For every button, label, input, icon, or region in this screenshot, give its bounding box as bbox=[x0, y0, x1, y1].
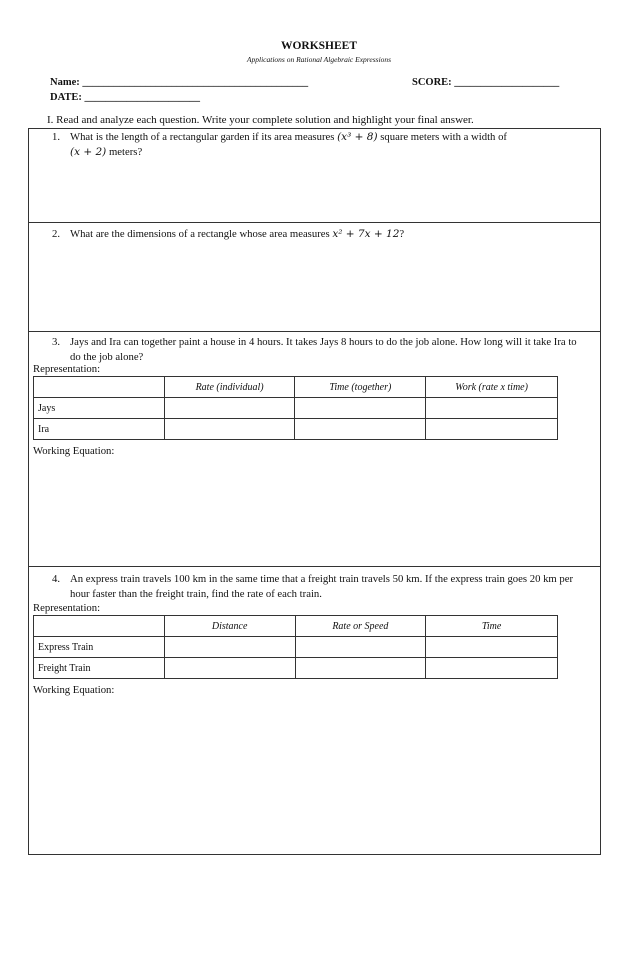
table-header-cell: Time (together) bbox=[295, 377, 426, 398]
question-1 bbox=[52, 130, 592, 162]
divider bbox=[28, 331, 601, 332]
table-cell[interactable] bbox=[164, 419, 295, 440]
question-2 bbox=[52, 227, 592, 244]
table-header-row bbox=[34, 377, 558, 398]
working-equation-label: Working Equation: bbox=[33, 445, 115, 457]
instructions: I. Read and analyze each question. Write your complete solution and highlight your final answer. bbox=[47, 114, 474, 126]
math-expression: (x³ + 8) bbox=[337, 131, 378, 143]
table-row bbox=[34, 658, 558, 679]
table-row bbox=[34, 398, 558, 419]
date-field[interactable]: DATE: ______________________ bbox=[50, 92, 201, 103]
worksheet-subtitle: Applications on Rational Algebraic Expressions bbox=[246, 55, 392, 64]
table-cell[interactable] bbox=[426, 658, 558, 679]
representation-label: Representation: bbox=[33, 363, 101, 375]
score-field[interactable]: SCORE: ____________________ bbox=[412, 77, 560, 88]
table-header-cell bbox=[34, 377, 165, 398]
representation-table bbox=[33, 615, 558, 679]
table-row bbox=[34, 419, 558, 440]
question-text: What are the dimensions of a rectangle whose area measures bbox=[70, 228, 333, 240]
table-header-cell: Rate (individual) bbox=[164, 377, 295, 398]
row-label: Jays bbox=[34, 398, 165, 419]
math-expression: x² + 7x + 12 bbox=[332, 228, 400, 240]
question-number: 3. bbox=[52, 336, 61, 348]
table-cell[interactable] bbox=[426, 398, 558, 419]
table-header-cell: Work (rate x time) bbox=[426, 377, 558, 398]
question-3 bbox=[52, 335, 592, 367]
table-header-row bbox=[34, 616, 558, 637]
divider bbox=[28, 222, 601, 223]
question-text: square meters with a width of bbox=[377, 131, 507, 143]
representation-table bbox=[33, 376, 558, 440]
table-cell[interactable] bbox=[295, 658, 426, 679]
row-label: Ira bbox=[34, 419, 165, 440]
question-number: 1. bbox=[52, 131, 61, 143]
working-equation-label: Working Equation: bbox=[33, 684, 115, 696]
math-expression: (x + 2) bbox=[70, 146, 107, 158]
table-cell[interactable] bbox=[426, 637, 558, 658]
question-text: An express train travels 100 km in the same time that a freight train travels 50 km. If the express train goes 20 km per hour faster than the freight train, find the rate of each train. bbox=[70, 573, 574, 600]
table-header-cell: Rate or Speed bbox=[295, 616, 426, 637]
question-number: 4. bbox=[52, 573, 61, 585]
table-cell[interactable] bbox=[295, 398, 426, 419]
table-cell[interactable] bbox=[295, 637, 426, 658]
question-number: 2. bbox=[52, 228, 61, 240]
question-text: meters? bbox=[106, 146, 143, 158]
table-header-cell: Distance bbox=[164, 616, 295, 637]
question-text: ? bbox=[399, 228, 405, 240]
question-4 bbox=[52, 572, 592, 604]
table-header-cell: Time bbox=[426, 616, 558, 637]
question-text: Jays and Ira can together paint a house in 4 hours. It takes Jays 8 hours to do the job alone. How long will it take Ira to do the job alone? bbox=[70, 336, 577, 363]
name-field[interactable]: Name: ___________________________________________ bbox=[50, 77, 309, 88]
question-text: What is the length of a rectangular garden if its area measures bbox=[70, 131, 338, 143]
table-header-cell bbox=[34, 616, 165, 637]
representation-label: Representation: bbox=[33, 602, 101, 614]
table-cell[interactable] bbox=[295, 419, 426, 440]
divider bbox=[28, 566, 601, 567]
table-row bbox=[34, 637, 558, 658]
table-cell[interactable] bbox=[164, 658, 295, 679]
row-label: Freight Train bbox=[34, 658, 165, 679]
row-label: Express Train bbox=[34, 637, 165, 658]
table-cell[interactable] bbox=[164, 637, 295, 658]
table-cell[interactable] bbox=[426, 419, 558, 440]
table-cell[interactable] bbox=[164, 398, 295, 419]
worksheet-title: WORKSHEET bbox=[280, 40, 358, 52]
